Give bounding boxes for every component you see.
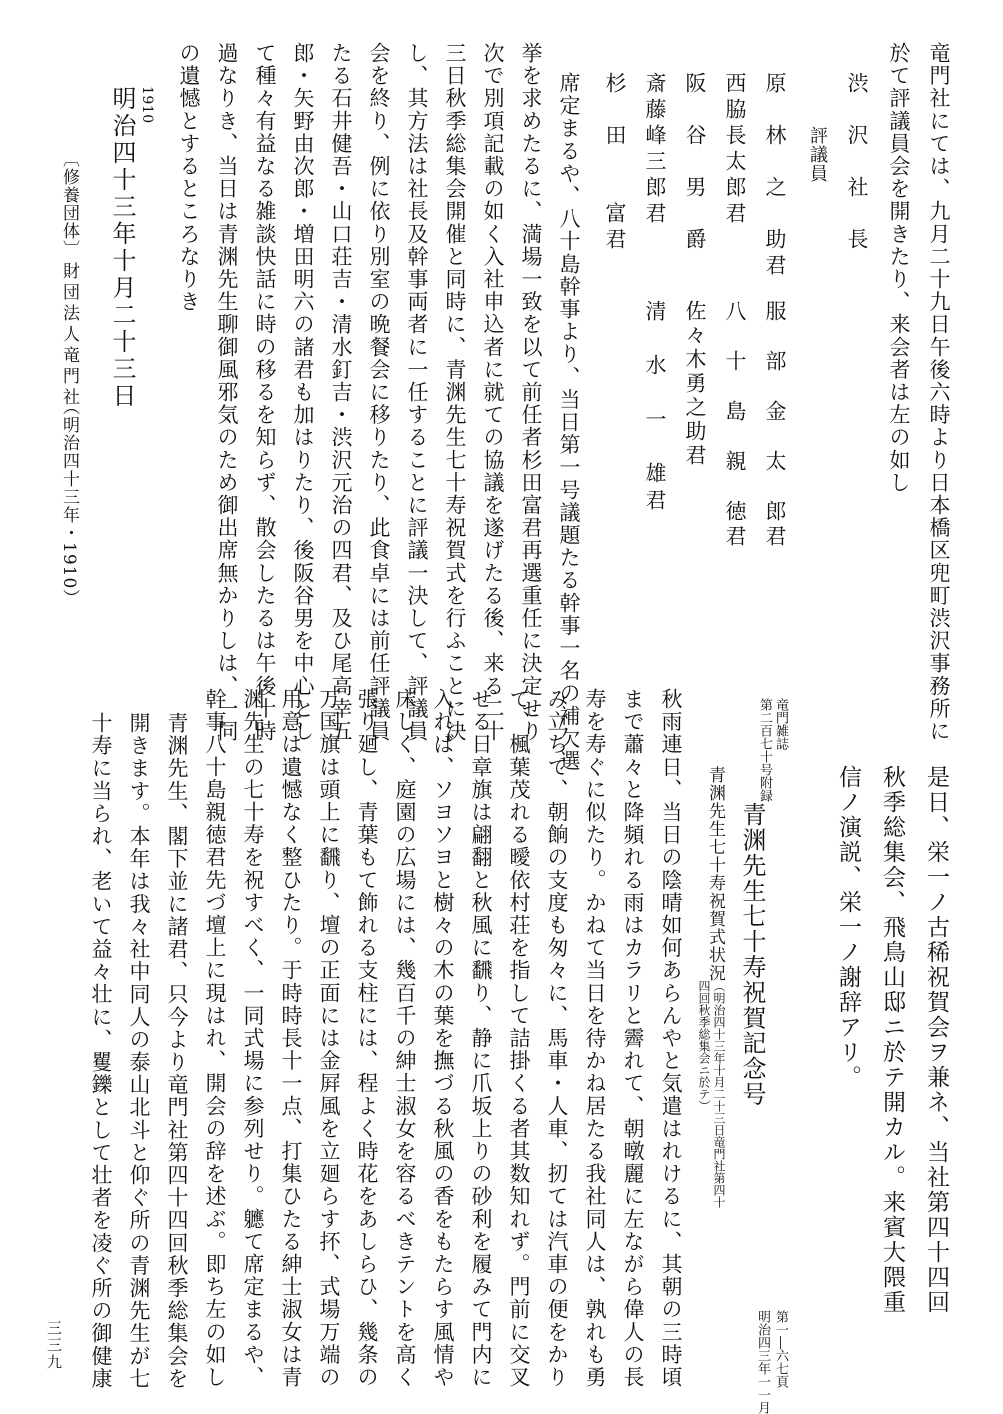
body2-line-15: 開きます。本年は我々社中同人の泰山北斗と仰ぐ所の青渊先生が七 (127, 712, 151, 1390)
body2-line-8: 床しく、庭園の広場には、幾百千の紳士淑女を容るべきテントを高く (393, 688, 417, 1389)
body-line-6: 会を終り、例に依り別室の晩餐会に移りたり、此食卓には前任評議員 (367, 42, 391, 743)
body-line-9: て種々有益なる雑談快話に時の移るを知らず、散会したるは午後十時 (253, 42, 277, 743)
attendee-4: 斎藤峰三郎君 (643, 72, 667, 228)
body2-line-10: 万国旗は頭上に飜り、壇の正面には金屛風を立廻らす抔、式場万端の (317, 688, 341, 1389)
attendee-6: 服 部 金 太 郎君 (763, 300, 787, 550)
body-line-8: 郎・矢野由次郎・増田明六の諸君も加はりたり、後阪谷男を中心とし (291, 42, 315, 743)
source-title: 青渊先生七十寿祝賀記念号 (738, 802, 766, 1107)
body-line-7: たる石井健吾・山口荘吉・清水釘吉・渋沢元治の四君、及ひ尾高幸五 (329, 42, 353, 743)
attendee-7: 八 十 島 親 徳君 (723, 300, 747, 550)
body2-line-6: せる日章旗は翩翻と秋風に飜り、静に爪坂上りの砂利を履みて門内に (469, 688, 493, 1389)
body-line-3: 次で別項記載の如く入社申込者に就ての協議を遂げたる後、来る二十 (481, 42, 505, 743)
attendee-9: 清 水 一 雄君 (643, 300, 667, 516)
body-line-4: 三日秋季総集会開催と同時に、青渊先生七十寿祝賀式を行ふことに決 (443, 42, 467, 743)
intro-line-2: 於て評議員会を開きたり、来会者は左の如し (887, 42, 911, 494)
intro-line-1: 竜門社にては、九月二十九日午後六時より日本橋区兜町渋沢事務所に (927, 42, 951, 743)
body2-line-5: て、楓葉茂れる曖依村荘を指して詰掛くる者其数知れず。門前に交叉 (507, 688, 531, 1389)
body2-line-13: 幹事八十島親徳君先づ壇上に現はれ、開会の辞を述ぶ。即ち左の如し (203, 688, 227, 1389)
body2-line-7: 入れば、ソヨソヨと樹々の木の葉を撫づる秋風の香をもたらす風情や (431, 688, 455, 1389)
body2-line-14: 青渊先生、閣下並に諸君、只今より竜門社第四十四回秋季総集会を (165, 712, 189, 1390)
attendee-8: 佐々木勇之助君 (683, 300, 707, 468)
attendee-2: 西脇長太郎君 (723, 72, 747, 228)
president-name: 渋 沢 社 長 (845, 72, 869, 254)
category-label: 〔修養団体〕 (59, 150, 79, 258)
summary-line-1: 是日、栄一ノ古稀祝賀会ヲ兼ネ、当社第四十四回 (923, 765, 949, 1315)
source-magazine-name: 竜門雑誌 (773, 698, 788, 750)
body2-line-11: 用意は遺憾なく整ひたり。于時時長十一点、打集ひたる紳士淑女は青 (279, 688, 303, 1389)
attendee-3: 阪 谷 男 爵 (683, 72, 707, 254)
body2-line-3: 寿を寿ぐに似たり。かねて当日を待かね居たる我社同人は、孰れも勇 (583, 688, 607, 1389)
date-line: 明治四十三年十月二十三日 (108, 86, 136, 410)
councilor-heading: 評議員 (807, 126, 828, 184)
summary-line-2: 秋季総集会、飛鳥山邸ニ於テ開カル。来賓大隈重 (879, 765, 905, 1315)
source-page: 第一―六七頁 (773, 1310, 788, 1388)
body2-line-9: 張り廻し、青葉もて飾れる支柱には、程よく時花をあしらひ、幾条の (355, 688, 379, 1389)
attendee-5: 杉 田 富君 (603, 72, 627, 254)
body-line-5: し、其方法は社長及幹事両者に一任することに評議一決して、評議員 (405, 42, 429, 743)
body2-line-4: み立ちて、朝餉の支度も匆々に、馬車・人車、扨ては汽車の便をかり (545, 688, 569, 1389)
source-magazine-issue: 第二百七十号附録 (757, 698, 772, 802)
body2-line-12: 渊先生の七十寿を祝すべく、一同式場に参列せり。軈て席定まるや、 (241, 688, 265, 1389)
era-note: （明治四十三年・1910） (59, 398, 79, 608)
body-line-1: 席定まるや、八十島幹事より、当日第一号議題たる幹事一名の補欠選 (557, 72, 581, 773)
year-western: 1910 (139, 86, 155, 124)
body-line-10: 過なりき、当日は青渊先生聊御風邪気のため御出席無かりしは、一同 (215, 42, 239, 743)
body2-line-2: まで蕭々と降頻れる雨はカラリと霽れて、朝暾麗に左ながら偉人の長 (621, 688, 645, 1389)
summary-line-3: 信ノ演説、栄一ノ謝辞アリ。 (835, 765, 861, 1090)
attendee-1: 原 林 之 助君 (763, 72, 787, 280)
body2-line-1: 秋雨連日、当日の陰晴如何あらんやと気遣はれけるに、其朝の三時頃 (659, 688, 683, 1389)
source-date: 明治四三年一一月 (755, 1310, 770, 1414)
organization-label: 財団法人竜門社 (59, 262, 79, 409)
body2-line-16: 十寿に当られ、老いて益々壮に、矍鑠として壮者を凌ぐ所の御健康 (89, 712, 113, 1390)
body-line-11: の遺憾とするところなりき (177, 42, 201, 314)
body-line-2: 挙を求めたるに、満場一致を以て前任者杉田富君再選重任に決定せり (519, 42, 543, 743)
page-number: 三三九 (45, 1320, 63, 1371)
section-note: （明治四十三年十月二十三日竜門社第四十四回秋季総集会ニ於テ） (697, 980, 726, 1208)
section-title: 青渊先生七十寿祝賀式状況 (705, 766, 725, 982)
